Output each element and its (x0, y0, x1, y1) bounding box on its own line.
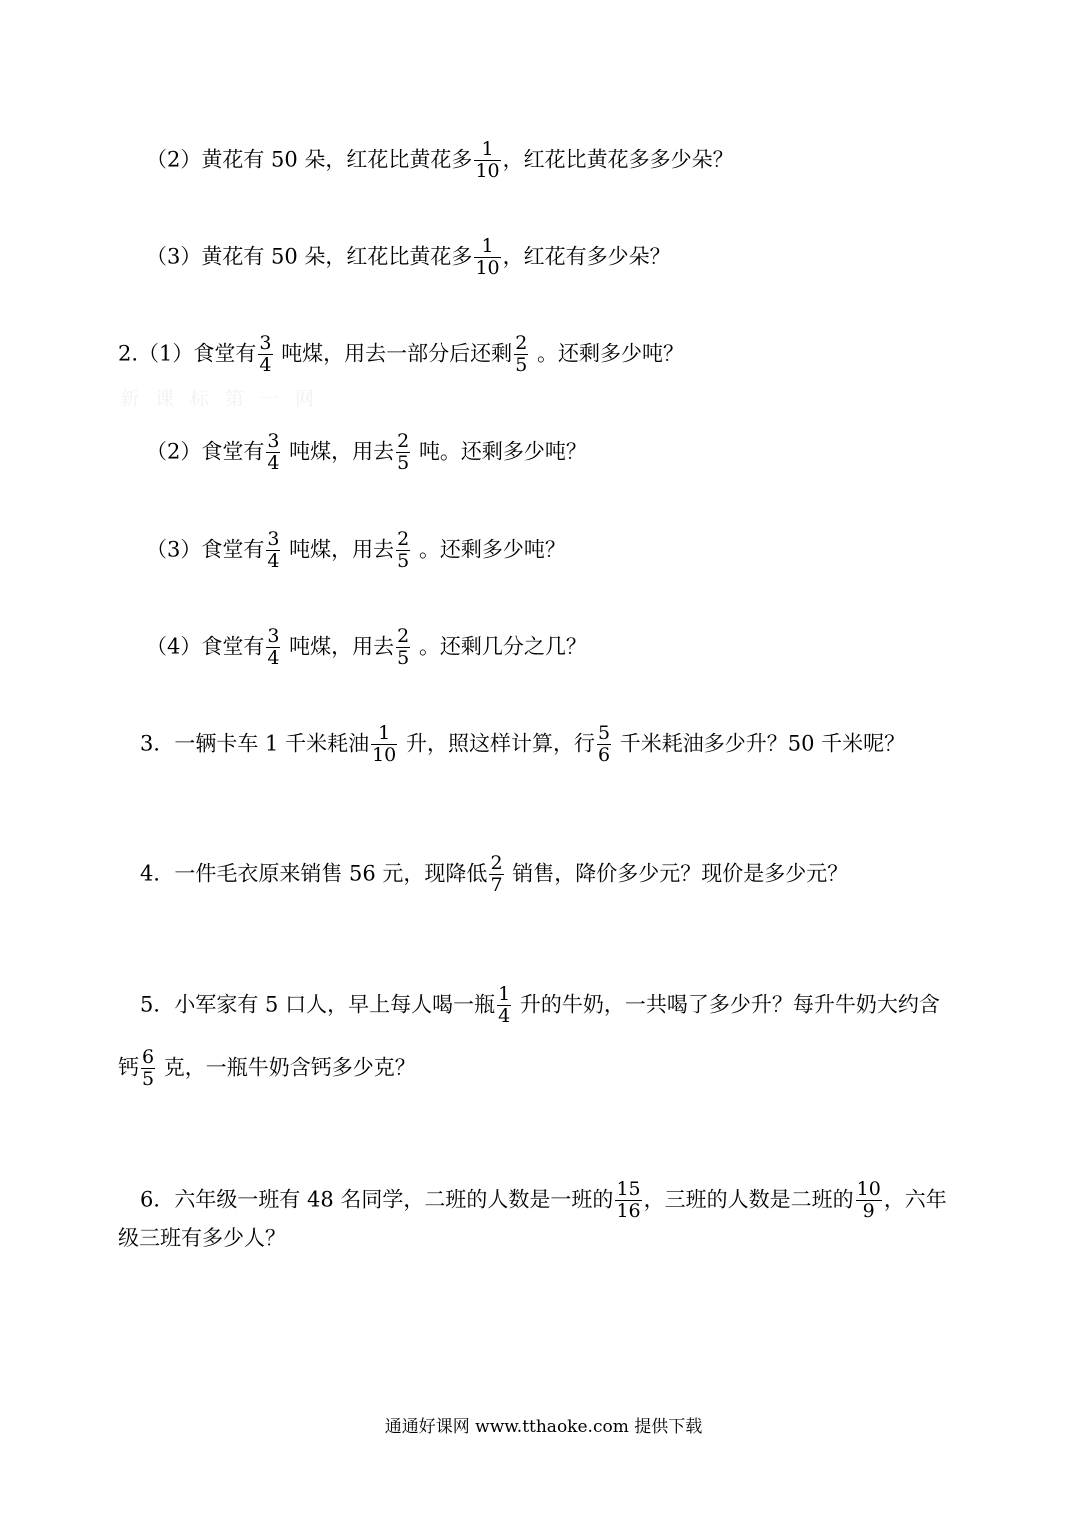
fraction-5-6: $\frac{5}{6}$ (597, 722, 611, 766)
fraction-3-4: $\frac{3}{4}$ (259, 332, 272, 376)
question-text: （2）食堂有 (146, 439, 265, 464)
fraction-1-4: $\frac{1}{4}$ (498, 983, 511, 1027)
fraction-3-4: $\frac{3}{4}$ (267, 528, 280, 572)
question-text: 克，一瓶牛奶含钙多少克？ (163, 1055, 416, 1080)
question-text: （3）黄花有 50 朵，红花比黄花多 (146, 244, 473, 269)
question-6-line-2 (118, 1228, 286, 1249)
question-text: 吨煤，用去一部分后还剩 (281, 341, 513, 366)
question-text: ，红花比黄花多多少朵？ (502, 147, 734, 172)
fraction-2-5: $\frac{2}{5}$ (397, 625, 410, 669)
question-text: 钙 (118, 1055, 139, 1080)
question-text: 2.（1）食堂有 (118, 341, 257, 366)
question-text: （2）黄花有 50 朵，红花比黄花多 (146, 147, 473, 172)
question-4 (140, 854, 848, 896)
question-2-3 (146, 530, 566, 572)
question-1-3 (146, 237, 671, 279)
fraction-2-5: $\frac{2}{5}$ (397, 528, 410, 572)
fraction-1-10: $\frac{1}{10}$ (372, 722, 397, 766)
fraction-10-9: $\frac{10}{9}$ (856, 1178, 881, 1222)
question-text: 。还剩多少吨？ (536, 341, 684, 366)
watermark-text: 新课标第一网 (120, 388, 331, 410)
fraction-6-5: $\frac{6}{5}$ (142, 1046, 155, 1090)
question-text: 3．一辆卡车 1 千米耗油 (140, 731, 370, 756)
question-text: 。还剩多少吨？ (418, 537, 566, 562)
question-text: 级三班有多少人？ (118, 1226, 286, 1250)
question-text: 升，照这样计算，行 (405, 731, 595, 756)
question-text: （4）食堂有 (146, 634, 265, 659)
question-text: 升的牛奶，一共喝了多少升？每升牛奶大约含 (519, 992, 940, 1017)
question-text: （3）食堂有 (146, 537, 265, 562)
question-3 (140, 724, 905, 766)
fraction-2-5: $\frac{2}{5}$ (515, 332, 528, 376)
footer-credit: 通通好课网 www.tthaoke.com 提供下载 (384, 1417, 703, 1437)
question-text: ，三班的人数是二班的 (643, 1187, 854, 1212)
question-text: 吨煤，用去 (289, 439, 395, 464)
fraction-2-5: $\frac{2}{5}$ (397, 430, 410, 474)
fraction-1-10: $\frac{1}{10}$ (475, 138, 500, 182)
question-1-2 (146, 140, 734, 182)
question-2-1 (118, 334, 684, 376)
question-text: ，六年 (883, 1187, 947, 1212)
question-text: ，红花有多少朵？ (502, 244, 671, 269)
question-5-line-1 (140, 985, 940, 1027)
question-5-line-2 (118, 1048, 416, 1090)
fraction-2-7: $\frac{2}{7}$ (490, 852, 503, 896)
question-text: 吨煤，用去 (289, 537, 395, 562)
question-text: 4．一件毛衣原来销售 56 元，现降低 (140, 861, 488, 886)
question-text: 吨煤，用去 (289, 634, 395, 659)
question-text: 。还剩几分之几？ (418, 634, 587, 659)
fraction-1-10: $\frac{1}{10}$ (475, 235, 500, 279)
question-text: 5．小军家有 5 口人，早上每人喝一瓶 (140, 992, 496, 1017)
question-2-4 (146, 627, 587, 669)
question-6-line-1 (140, 1180, 947, 1222)
question-text: 销售，降价多少元？现价是多少元？ (512, 861, 849, 886)
question-text: 千米耗油多少升？50 千米呢？ (619, 731, 906, 756)
fraction-3-4: $\frac{3}{4}$ (267, 625, 280, 669)
question-text: 吨。还剩多少吨？ (418, 439, 587, 464)
question-2-2 (146, 432, 587, 474)
question-text: 6．六年级一班有 48 名同学，二班的人数是一班的 (140, 1187, 614, 1212)
fraction-3-4: $\frac{3}{4}$ (267, 430, 280, 474)
fraction-15-16: $\frac{15}{16}$ (616, 1178, 641, 1222)
